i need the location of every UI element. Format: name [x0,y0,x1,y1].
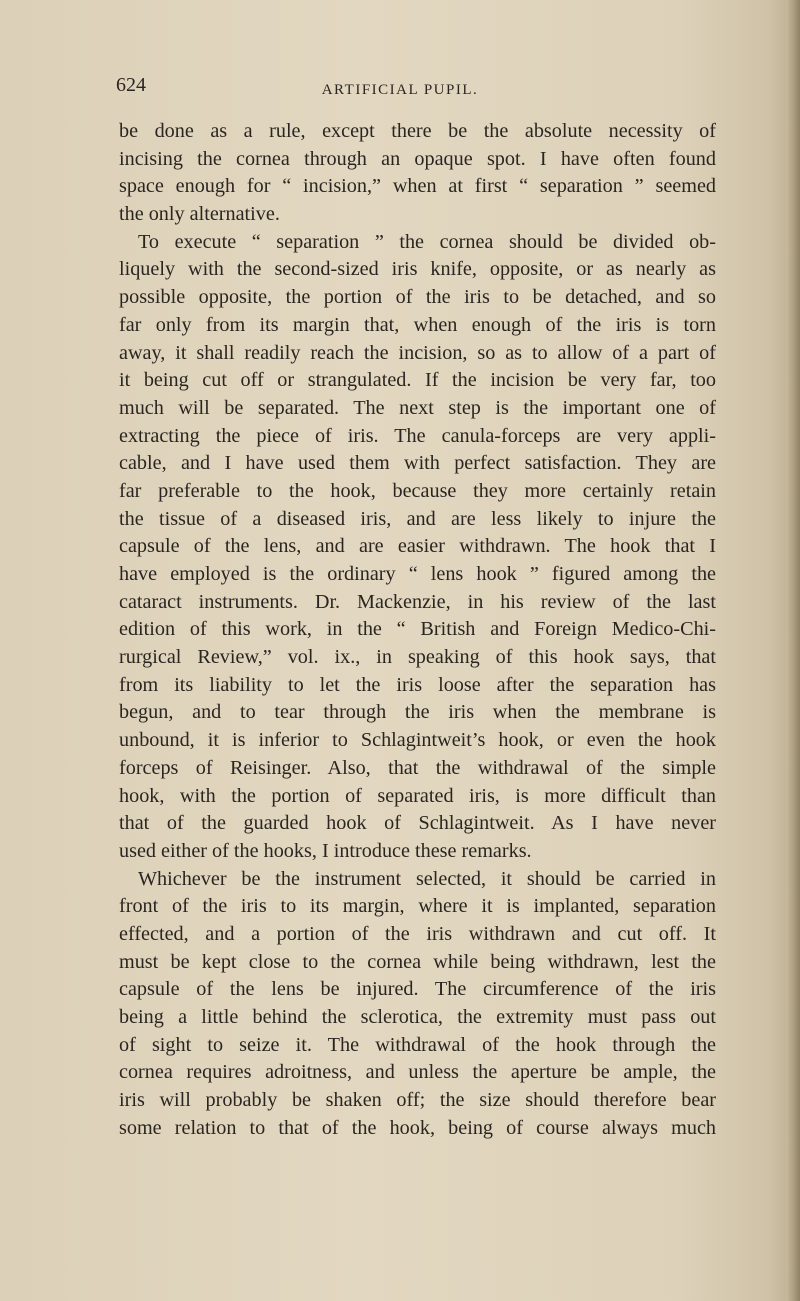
text-line: be done as a rule, except there be the absolute necessity of [119,120,716,142]
page-edge-shadow [786,0,800,1301]
text-line: incising the cornea through an opaque spot. I have often found [119,147,716,170]
text-line: hook, with the portion of separated iris, is more difficult than [119,784,716,807]
text-line: have employed is the ordinary “ lens hook ” figured among the [119,563,716,585]
text-line: some relation to that of the hook, being of course always much [119,1116,716,1139]
text-line: of sight to seize it. The withdrawal of the hook through the [119,1033,716,1056]
text-line: effected, and a portion of the iris withdrawn and cut off. It [119,922,716,945]
text-line: used either of the hooks, I introduce these remarks. [119,839,532,862]
text-line: from its liability to let the iris loose after the separation has [119,673,716,696]
text-line: Whichever be the instrument selected, it should be carried in [138,867,716,890]
page-number: 624 [116,74,146,96]
text-line: capsule of the lens, and are easier withdrawn. The hook that I [119,535,716,558]
text-line: being a little behind the sclerotica, the extremity must pass out [119,1006,716,1028]
text-line: far only from its margin that, when enough of the iris is torn [119,313,716,336]
text-line: the tissue of a diseased iris, and are less likely to injure the [119,507,716,530]
text-line: much will be separated. The next step is the important one of [119,396,716,419]
text-line: liquely with the second-sized iris knife, opposite, or as nearly as [119,258,716,281]
text-line: cataract instruments. Dr. Mackenzie, in his review of the last [119,590,716,613]
text-line: forceps of Reisinger. Also, that the withdrawal of the simple [119,756,716,779]
text-line: cable, and I have used them with perfect satisfaction. They are [119,452,716,475]
text-line: must be kept close to the cornea while being withdrawn, lest the [119,950,716,973]
text-line: rurgical Review,” vol. ix., in speaking of this hook says, that [119,646,716,669]
text-line: front of the iris to its margin, where it is implanted, separation [119,895,716,918]
text-line: edition of this work, in the “ British and Foreign Medico-Chi- [119,618,716,641]
text-line: it being cut off or strangulated. If the incision be very far, too [119,369,716,392]
text-line: iris will probably be shaken off; the size should therefore bear [119,1089,716,1112]
text-line: capsule of the lens be injured. The circumference of the iris [119,978,716,1001]
text-line: unbound, it is inferior to Schlagintweit’s hook, or even the hook [119,729,716,752]
text-line: possible opposite, the portion of the iris to be detached, and so [119,286,716,309]
text-line: begun, and to tear through the iris when the membrane is [119,701,716,724]
text-line: far preferable to the hook, because they more certainly retain [119,479,716,502]
text-line: that of the guarded hook of Schlagintweit. As I have never [119,812,716,835]
text-line: cornea requires adroitness, and unless the aperture be ample, the [119,1061,716,1084]
text-line: the only alternative. [119,203,280,226]
running-title: ARTIFICIAL PUPIL. [321,82,479,98]
text-line: extracting the piece of iris. The canula-forceps are very appli- [119,424,716,447]
text-line: To execute “ separation ” the cornea should be divided ob- [138,230,716,253]
body-text [119,118,716,1142]
text-line: away, it shall readily reach the incision, so as to allow of a part of [119,341,716,364]
text-line: space enough for “ incision,” when at first “ separation ” seemed [119,175,716,198]
